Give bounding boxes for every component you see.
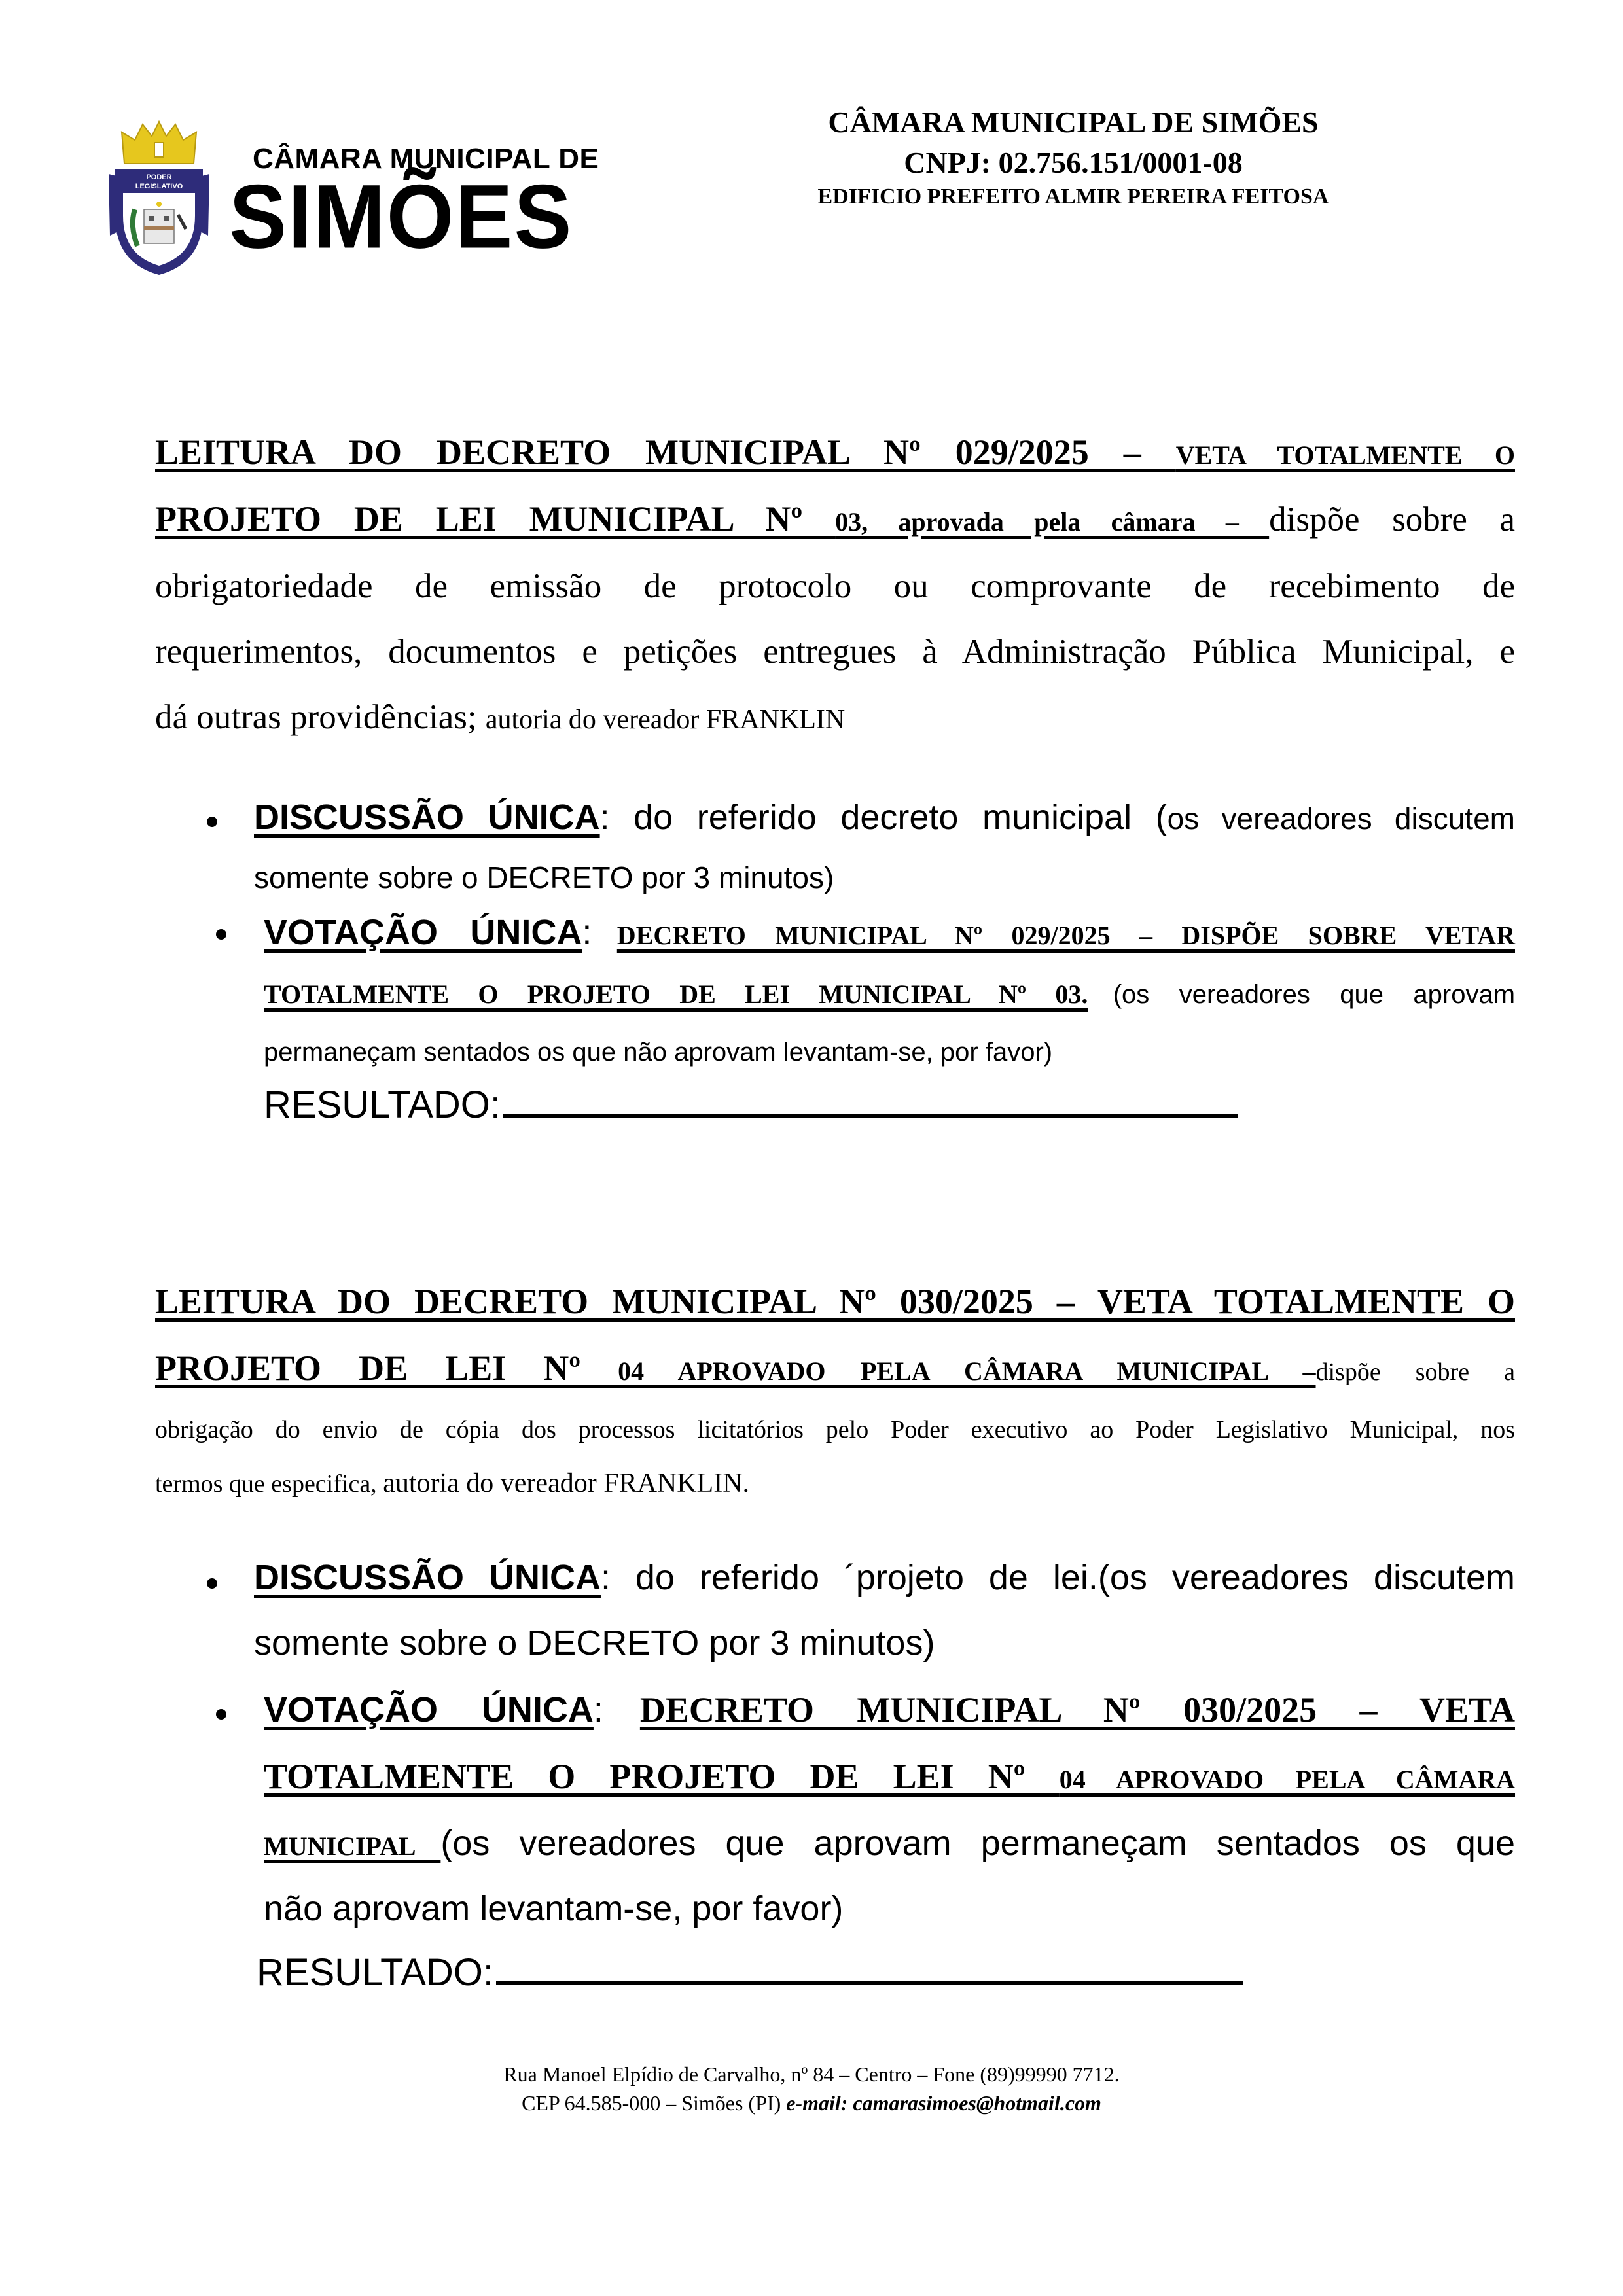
section1-vote: VOTAÇÃO ÚNICA: DECRETO MUNICIPAL Nº 029/2025 – DISPÕE SOBRE VETAR bbox=[264, 913, 1515, 952]
logo-title-big: SIMÕES bbox=[229, 166, 573, 267]
section2-discussion-line2: somente sobre o DECRETO por 3 minutos) bbox=[254, 1623, 935, 1663]
result-label: RESULTADO: bbox=[257, 1951, 494, 1994]
section2-body-line1: obrigação do envio de cópia dos processos licitatórios pelo Poder executivo ao Poder Legislativo Municipal, nos bbox=[155, 1416, 1515, 1443]
section2-vote-line4: não aprovam levantam-se, por favor) bbox=[264, 1889, 844, 1928]
logo bbox=[84, 118, 599, 281]
badge-text-top: PODER bbox=[146, 173, 172, 181]
badge-text-bottom: LEGISLATIVO bbox=[135, 183, 183, 190]
bullet-icon bbox=[207, 817, 217, 827]
section2-body-line2: termos que especifica, autoria do vereador FRANKLIN. bbox=[155, 1468, 750, 1498]
section2-discussion: DISCUSSÃO ÚNICA: do referido ´projeto de lei.(os vereadores discutem bbox=[254, 1558, 1516, 1597]
vote-label: VOTAÇÃO ÚNICA bbox=[264, 1690, 594, 1729]
section1-heading-line1: LEITURA DO DECRETO MUNICIPAL Nº 029/2025 – VETA TOTALMENTE O bbox=[155, 433, 1515, 472]
result-input-line[interactable] bbox=[496, 1981, 1243, 1985]
section1-body-line3: dá outras providências; autoria do vereador FRANKLIN bbox=[155, 698, 846, 736]
result-input-line[interactable] bbox=[503, 1114, 1238, 1118]
logo-title-small: CÂMARA MUNICIPAL DE bbox=[253, 143, 599, 175]
bullet-icon bbox=[216, 1709, 226, 1720]
section1-body-line2: requerimentos, documentos e petições entregues à Administração Pública Municipal, e bbox=[155, 633, 1515, 671]
bullet-icon bbox=[216, 929, 226, 940]
section1-body-line1: obrigatoriedade de emissão de protocolo ou comprovante de recebimento de bbox=[155, 567, 1515, 605]
footer-cep: CEP 64.585-000 – Simões (PI) e-mail: camarasimoes@hotmail.com bbox=[522, 2091, 1101, 2115]
discussion-label: DISCUSSÃO ÚNICA bbox=[254, 1558, 601, 1597]
result-label: RESULTADO: bbox=[264, 1084, 501, 1126]
bullet-icon bbox=[207, 1578, 217, 1589]
section1-result bbox=[264, 1086, 1515, 1124]
coat-of-arms-icon bbox=[84, 118, 234, 281]
org-name: CÂMARA MUNICIPAL DE SIMÕES bbox=[828, 105, 1319, 139]
building-name: EDIFICIO PREFEITO ALMIR PEREIRA FEITOSA bbox=[817, 185, 1329, 209]
section1-vote-line2: TOTALMENTE O PROJETO DE LEI MUNICIPAL Nº 03. (os vereadores que aprovam bbox=[264, 980, 1516, 1009]
section2-vote-line2: TOTALMENTE O PROJETO DE LEI Nº 04 APROVADO PELA CÂMARA bbox=[264, 1757, 1516, 1796]
section2-heading-line1: LEITURA DO DECRETO MUNICIPAL Nº 030/2025 – VETA TOTALMENTE O bbox=[155, 1282, 1515, 1321]
cnpj: CNPJ: 02.756.151/0001-08 bbox=[904, 146, 1243, 179]
discussion-label: DISCUSSÃO ÚNICA bbox=[254, 798, 600, 837]
crown-icon bbox=[122, 122, 196, 164]
footer-email[interactable]: e-mail: camarasimoes@hotmail.com bbox=[786, 2091, 1101, 2115]
section2-vote-line3: MUNICIPAL (os vereadores que aprovam permaneçam sentados os que bbox=[264, 1824, 1515, 1863]
section2-heading-line2: PROJETO DE LEI Nº 04 APROVADO PELA CÂMARA MUNICIPAL –dispõe sobre a bbox=[155, 1349, 1515, 1388]
section2-result bbox=[257, 1951, 1518, 1994]
footer-address: Rua Manoel Elpídio de Carvalho, nº 84 – Centro – Fone (89)99990 7712. bbox=[503, 2062, 1120, 2086]
section2-vote: VOTAÇÃO ÚNICA: DECRETO MUNICIPAL Nº 030/2025 – VETA bbox=[264, 1690, 1515, 1729]
section1-discussion: DISCUSSÃO ÚNICA: do referido decreto municipal (os vereadores discutem bbox=[254, 798, 1515, 837]
section1-discussion-line2: somente sobre o DECRETO por 3 minutos) bbox=[254, 860, 834, 894]
section1-heading-line2: PROJETO DE LEI MUNICIPAL Nº 03, aprovada pela câmara – dispõe sobre a bbox=[155, 499, 1516, 539]
section1-vote-line3: permaneçam sentados os que não aprovam levantam-se, por favor) bbox=[264, 1038, 1053, 1067]
vote-label: VOTAÇÃO ÚNICA bbox=[264, 913, 582, 952]
